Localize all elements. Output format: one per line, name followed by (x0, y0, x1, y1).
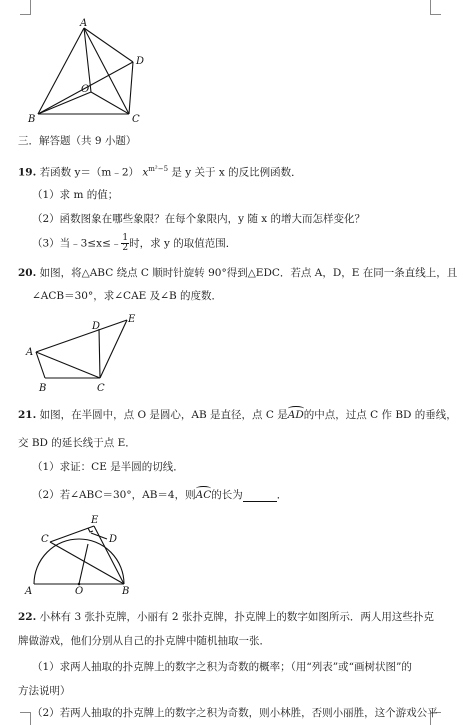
q19-part-1: （1）求 m 的值； (32, 189, 119, 201)
label-B: B (28, 114, 36, 125)
q21-line-1 (18, 408, 457, 422)
q19-number: 19. (18, 166, 37, 179)
q20-label-D: D (92, 321, 101, 332)
q21-label-C: C (41, 534, 49, 545)
q20-label-B: B (39, 383, 47, 394)
section-heading: 三．解答题（共 9 小题） (18, 135, 137, 147)
q19-exponent: m²−5 (148, 165, 169, 173)
corner-mark-bottom-left (20, 712, 31, 725)
figure-q21-semicircle (22, 512, 138, 598)
q20-label-A: A (26, 347, 34, 358)
q21-arc-AD: AD (287, 409, 304, 421)
q22-number: 22. (18, 611, 37, 623)
q22-line-1 (18, 610, 434, 624)
q22-part-2: （2）若两人抽取的扑克牌上的数字之积为奇数，则小林胜，否则小丽胜，这个游戏公平 (32, 707, 438, 719)
q19-stem-text-b: 是 y 关于 x 的反比例函数． (171, 166, 302, 179)
q20-label-C: C (97, 383, 105, 394)
q21-part-1: （1）求证：CE 是半圆的切线． (32, 461, 184, 473)
q21-arc-AC: AC (195, 489, 212, 501)
q21-line-1-text-a: 如图，在半圆中，点 O 是圆心，AB 是直径，点 C 是 (39, 409, 288, 421)
q19-fraction-den: 2 (122, 243, 129, 253)
q21-label-O: O (75, 586, 84, 597)
q21-center-dot (78, 583, 81, 586)
q22-line-1-text: 小林有 3 张扑克牌，小丽有 2 张扑克牌，扑克牌上的数字如图所示．两人用这些扑克 (39, 611, 434, 623)
q20-label-E: E (128, 314, 136, 325)
q21-label-D: D (109, 534, 118, 545)
q22-part-1-line-1: （1）求两人抽取的扑克牌上的数字之积为奇数的概率；（用“列表”或“画树状图”的 (32, 661, 412, 673)
q21-label-E: E (91, 515, 99, 526)
q19-stem-x: x (142, 166, 149, 179)
q21-line-2: 交 BD 的延长线于点 E． (18, 437, 136, 449)
q19-stem (18, 162, 302, 180)
q20-line-1 (18, 266, 457, 280)
q21-answer-blank (243, 491, 277, 502)
q19-part-3 (32, 234, 236, 253)
label-A: A (80, 18, 88, 29)
q20-line-1-text: 如图，将△ABC 绕点 C 顺时针旋转 90°得到△EDC．若点 A，D，E 在同一条直线上，且 (39, 267, 458, 279)
label-D: D (136, 56, 145, 67)
q20-line-2: ∠ACB＝30°，求∠CAE 及∠B 的度数． (32, 290, 223, 302)
figure-q20-rotation (24, 312, 144, 398)
corner-mark-top-right (430, 0, 441, 15)
q21-part-2-text-b: 的长为 (211, 489, 243, 501)
q20-number: 20. (18, 267, 37, 279)
q21-label-A: A (25, 586, 33, 597)
q19-stem-text-a: 若函数 y＝（m﹣2） (39, 166, 140, 179)
figure-quadrilateral-o (26, 18, 156, 126)
corner-mark-top-left (20, 0, 31, 15)
q21-label-B: B (122, 586, 130, 597)
q22-line-2: 牌做游戏，他们分别从自己的扑克牌中随机抽取一张． (18, 635, 270, 647)
label-C: C (132, 114, 140, 125)
q19-fraction (121, 234, 129, 253)
label-O: O (81, 84, 90, 95)
q19-part-3-text-b: 时，求 y 的取值范围． (129, 237, 237, 250)
q21-part-2-end: ． (276, 489, 288, 501)
q22-part-1-line-2: 方法说明） (18, 685, 71, 697)
q21-line-1-text-b: 的中点，过点 C 作 BD 的垂线， (303, 409, 457, 421)
q19-fraction-num: 1 (122, 233, 129, 243)
q21-part-2-text-a: （2）若∠ABC＝30°，AB＝4，则 (32, 489, 196, 501)
q21-number: 21. (18, 409, 37, 421)
q19-part-2: （2）函数图象在哪些象限？在每个象限内，y 随 x 的增大而怎样变化？ (32, 213, 366, 225)
q19-part-3-text-a: （3）当﹣3≤x≤﹣ (32, 237, 122, 250)
q21-part-2 (32, 488, 287, 502)
